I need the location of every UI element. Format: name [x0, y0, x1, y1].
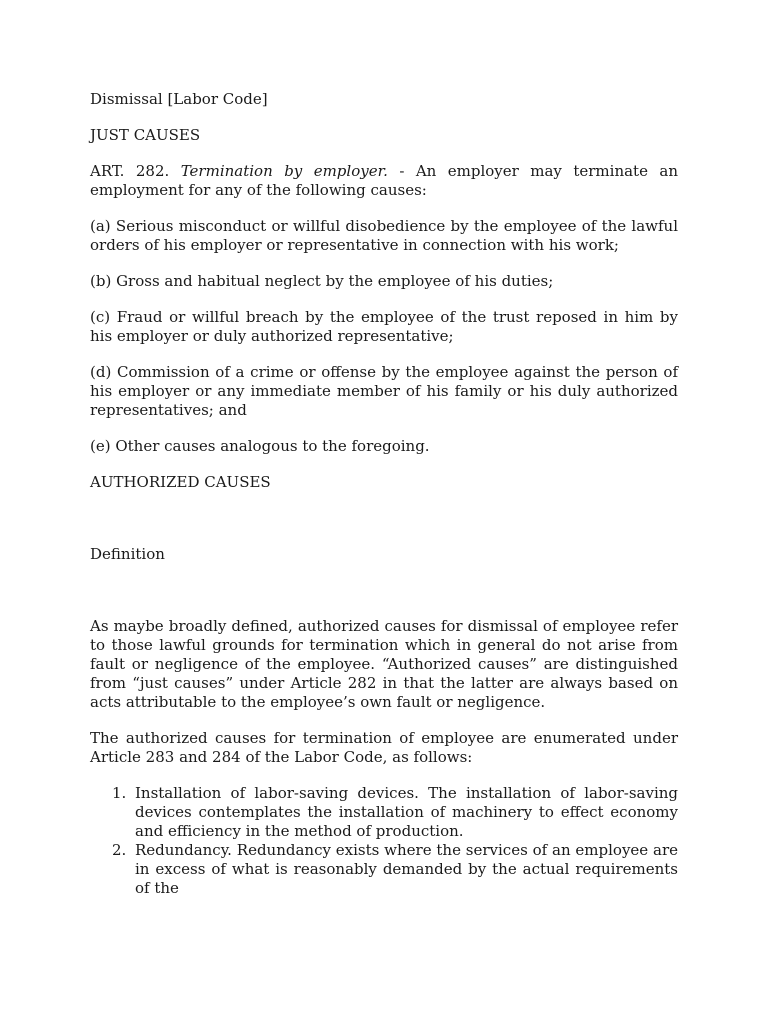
enumeration-intro: The authorized causes for termination of employee are enumerated under Article 283 and 284 of the Labor Code, as follows:: [90, 729, 678, 766]
cause-a: (a) Serious misconduct or willful disobedience by the employee of the lawful orders of his employer or representative in connection with his work;: [90, 217, 678, 254]
definition-heading: Definition: [90, 545, 165, 563]
definition-paragraph: As maybe broadly defined, authorized causes for dismissal of employee refer to those lawful grounds for termination which in general do not arise from fault or negligence of the employee. “Authorized causes” are distinguished from “just causes” under Article 282 in that the latter are always based on acts attributable to the employee’s own fault or negligence.: [90, 617, 678, 711]
article-282-paragraph: [90, 162, 678, 200]
authorized-causes-list: [90, 784, 678, 898]
document-title: Dismissal [Labor Code]: [90, 90, 268, 108]
just-causes-heading: JUST CAUSES: [90, 126, 201, 144]
list-item-number: 1.: [112, 784, 127, 802]
list-item-text: Installation of labor-saving devices. The installation of labor-saving devices contemplates the installation of machinery to effect economy and efficiency in the method of production.: [135, 784, 678, 840]
cause-c: (c) Fraud or willful breach by the employee of the trust reposed in him by his employer or duly authorized representative;: [90, 308, 678, 345]
article-282-italic-title: Termination by employer.: [180, 162, 388, 180]
list-item-text: Redundancy. Redundancy exists where the services of an employee are in excess of what is reasonably demanded by the actual requirements of the: [135, 841, 678, 897]
article-282-suffix: - An employer may terminate an employment for any of the following causes:: [90, 162, 678, 199]
cause-e: (e) Other causes analogous to the foregoing.: [90, 437, 430, 455]
document-page: [90, 90, 678, 898]
cause-b: (b) Gross and habitual neglect by the employee of his duties;: [90, 272, 554, 290]
list-item: [90, 784, 678, 841]
list-item-number: 2.: [112, 841, 127, 859]
article-282-prefix: ART. 282.: [90, 162, 181, 180]
authorized-causes-heading: AUTHORIZED CAUSES: [90, 473, 271, 491]
list-item: [90, 841, 678, 898]
cause-d: (d) Commission of a crime or offense by the employee against the person of his employer or any immediate member of his family or his duly authorized representatives; and: [90, 363, 678, 419]
